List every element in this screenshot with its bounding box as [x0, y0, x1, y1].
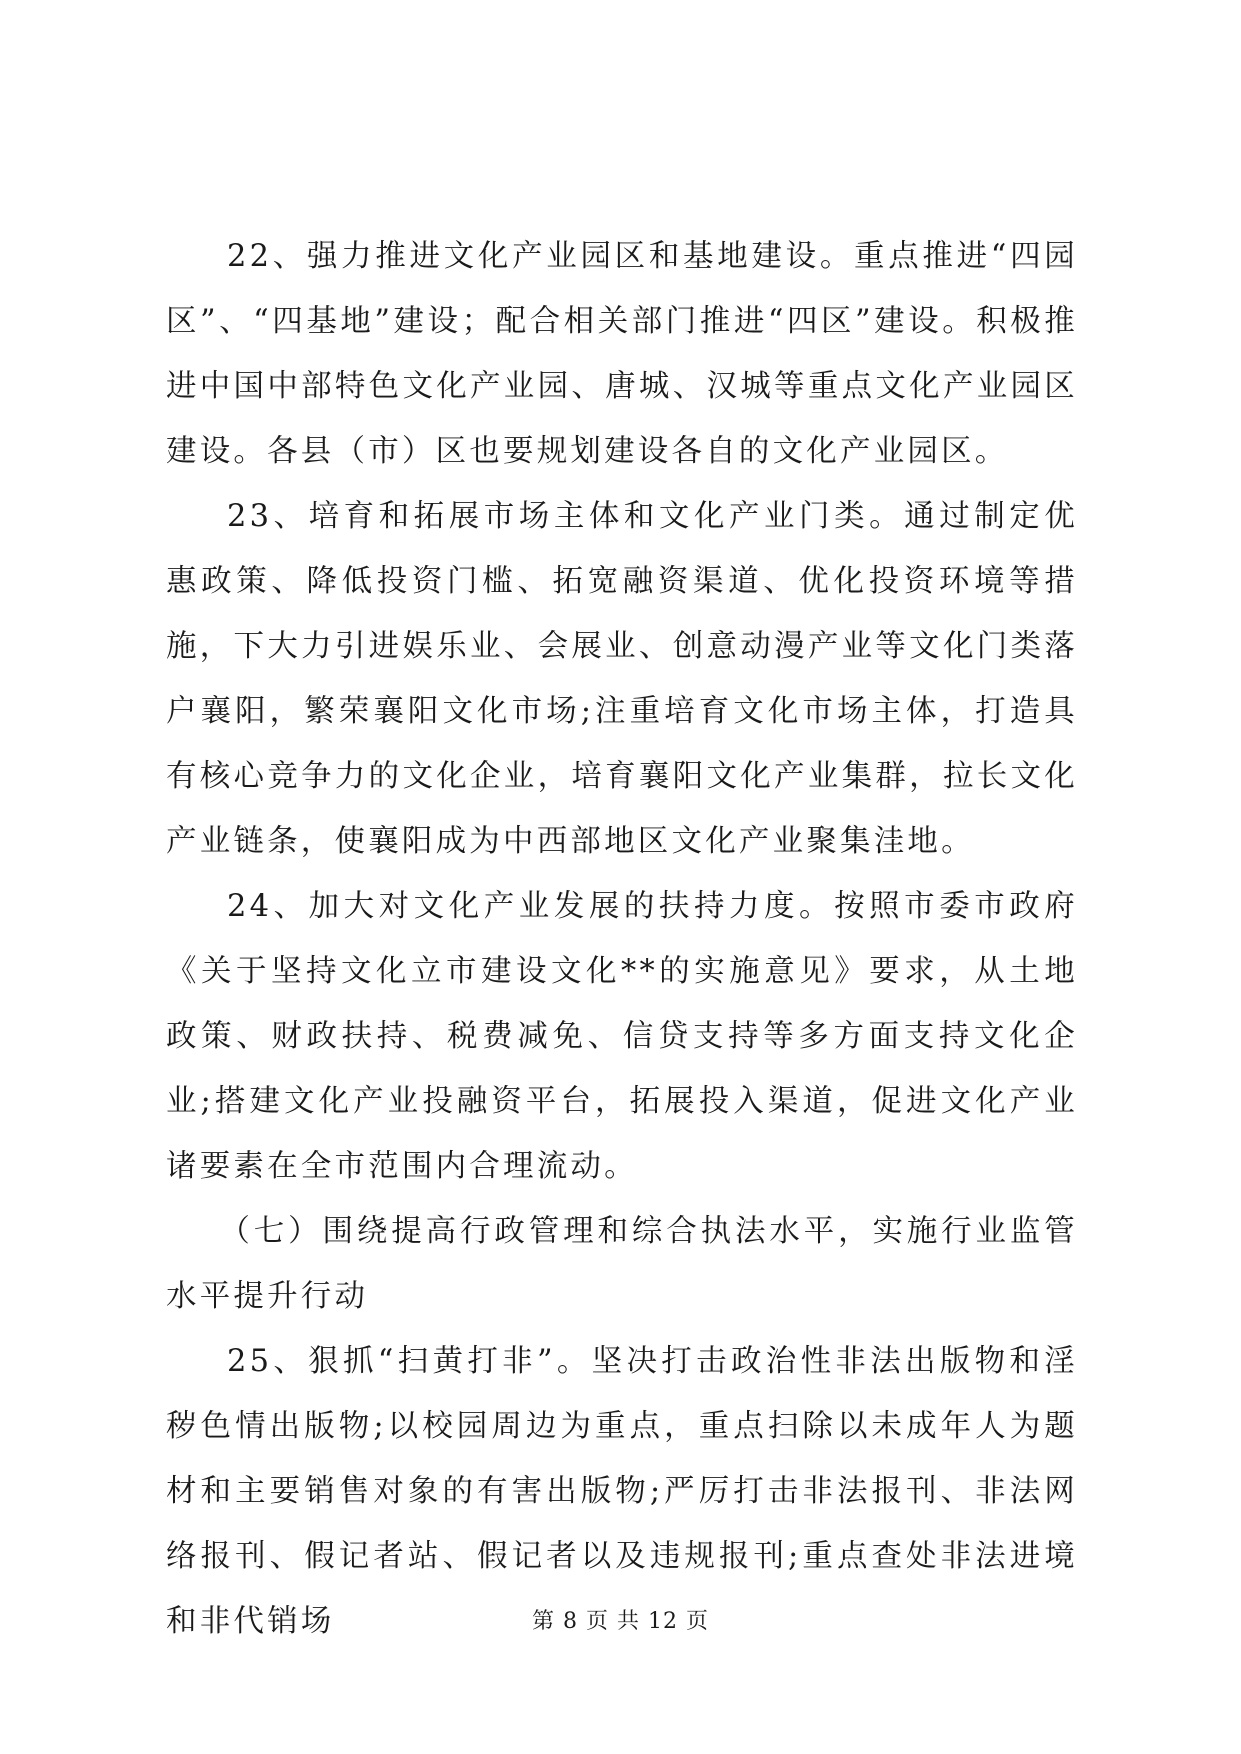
document-body: [166, 224, 1078, 1654]
section-heading-7: （七）围绕提高行政管理和综合执法水平，实施行业监管水平提升行动: [166, 1214, 1078, 1314]
paragraph-23: 23、培育和拓展市场主体和文化产业门类。通过制定优惠政策、降低投资门槛、拓宽融资渠道、优化投资环境等措施，下大力引进娱乐业、会展业、创意动漫产业等文化门类落户襄阳，繁荣襄阳文化市场;注重培育文化市场主体，打造具有核心竞争力的文化企业，培育襄阳文化产业集群，拉长文化产业链条，使襄阳成为中西部地区文化产业聚集洼地。: [166, 499, 1078, 859]
page-number-footer: 第 8 页 共 12 页: [532, 1609, 709, 1634]
paragraph-22: 22、强力推进文化产业园区和基地建设。重点推进“四园区”、“四基地”建设；配合相关部门推进“四区”建设。积极推进中国中部特色文化产业园、唐城、汉城等重点文化产业园区建设。各县（市）区也要规划建设各自的文化产业园区。: [166, 239, 1078, 469]
paragraph-24: 24、加大对文化产业发展的扶持力度。按照市委市政府《关于坚持文化立市建设文化**的实施意见》要求，从土地政策、财政扶持、税费减免、信贷支持等多方面支持文化企业;搭建文化产业投融资平台，拓展投入渠道，促进文化产业诸要素在全市范围内合理流动。: [166, 889, 1078, 1184]
paragraph-25: 25、狠抓“扫黄打非”。坚决打击政治性非法出版物和淫秽色情出版物;以校园周边为重点，重点扫除以未成年人为题材和主要销售对象的有害出版物;严厉打击非法报刊、非法网络报刊、假记者站、假记者以及违规报刊;重点查处非法进境和非代销场: [166, 1344, 1078, 1639]
